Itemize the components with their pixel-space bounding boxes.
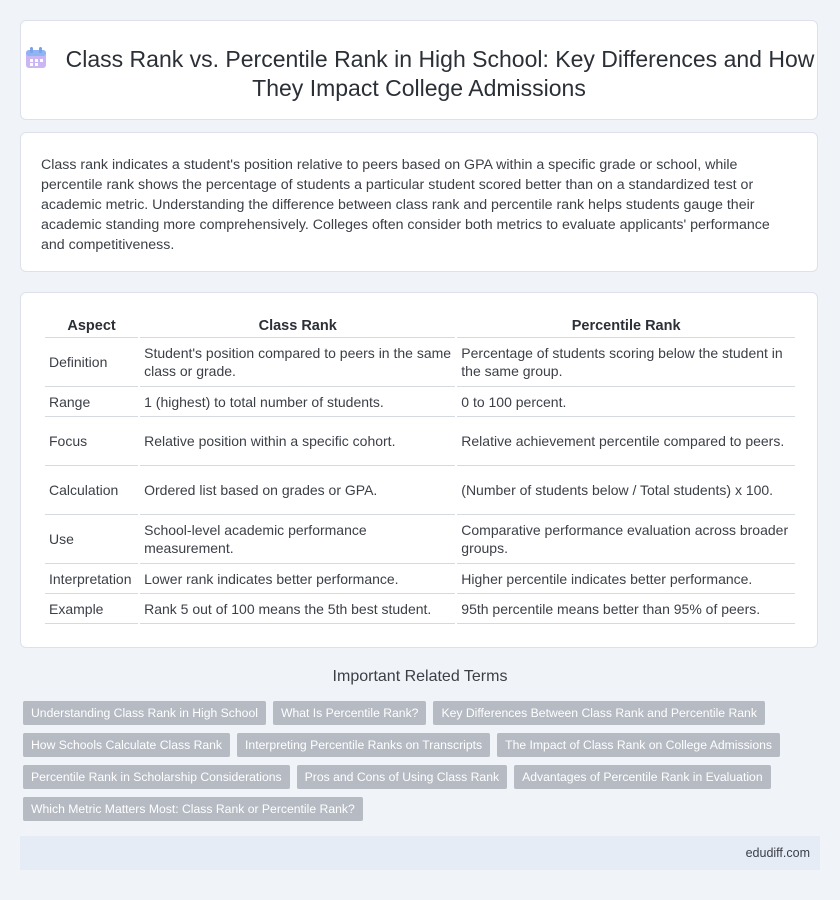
cell-aspect: Example xyxy=(45,594,138,624)
intro-card xyxy=(20,132,818,272)
table-row xyxy=(45,387,795,417)
cell-percentile-rank: 0 to 100 percent. xyxy=(457,387,795,417)
related-term-link[interactable]: How Schools Calculate Class Rank xyxy=(23,733,230,757)
cell-percentile-rank: Higher percentile indicates better performance. xyxy=(457,564,795,594)
related-term-link[interactable]: Which Metric Matters Most: Class Rank or Percentile Rank? xyxy=(23,797,363,821)
cell-class-rank: Rank 5 out of 100 means the 5th best student. xyxy=(140,594,455,624)
comparison-table-card xyxy=(20,292,818,648)
cell-percentile-rank: 95th percentile means better than 95% of peers. xyxy=(457,594,795,624)
comparison-table xyxy=(43,315,797,624)
cell-aspect: Calculation xyxy=(45,466,138,515)
related-term-link[interactable]: Advantages of Percentile Rank in Evaluation xyxy=(514,765,771,789)
table-header-row xyxy=(45,315,795,338)
table-row xyxy=(45,338,795,387)
table-row xyxy=(45,466,795,515)
related-term-link[interactable]: Percentile Rank in Scholarship Considerations xyxy=(23,765,290,789)
table-row xyxy=(45,564,795,594)
header-aspect: Aspect xyxy=(45,315,138,338)
header-percentile-rank: Percentile Rank xyxy=(457,315,795,338)
related-term-link[interactable]: What Is Percentile Rank? xyxy=(273,701,427,725)
cell-percentile-rank: Comparative performance evaluation across broader groups. xyxy=(457,515,795,564)
table-row xyxy=(45,594,795,624)
cell-aspect: Focus xyxy=(45,417,138,466)
page-title xyxy=(21,45,817,103)
related-terms-list xyxy=(23,701,803,821)
page-title-text: Class Rank vs. Percentile Rank in High School: Key Differences and How They Impact College Admissions xyxy=(65,46,815,101)
cell-percentile-rank: (Number of students below / Total students) x 100. xyxy=(457,466,795,515)
header-card xyxy=(20,20,818,120)
cell-class-rank: Student's position compared to peers in the same class or grade. xyxy=(140,338,455,387)
table-row xyxy=(45,417,795,466)
cell-aspect: Interpretation xyxy=(45,564,138,594)
intro-paragraph: Class rank indicates a student's position relative to peers based on GPA within a specific grade or school, while percentile rank shows the percentage of students a particular student scored better than on a standardized test or academic metric. Understanding the difference between class rank and percentile rank helps students gauge their academic standing more comprehensively. Colleges often consider both metrics to evaluate applicants' performance and competitiveness. xyxy=(41,157,770,253)
cell-percentile-rank: Relative achievement percentile compared to peers. xyxy=(457,417,795,466)
related-term-link[interactable]: Pros and Cons of Using Class Rank xyxy=(297,765,507,789)
footer-site-link[interactable]: edudiff.com xyxy=(745,846,810,860)
cell-class-rank: School-level academic performance measurement. xyxy=(140,515,455,564)
cell-aspect: Definition xyxy=(45,338,138,387)
related-term-link[interactable]: The Impact of Class Rank on College Admissions xyxy=(497,733,780,757)
cell-aspect: Use xyxy=(45,515,138,564)
header-class-rank: Class Rank xyxy=(140,315,455,338)
related-terms-title: Important Related Terms xyxy=(332,668,508,685)
calendar-icon xyxy=(24,46,48,70)
cell-aspect: Range xyxy=(45,387,138,417)
related-term-link[interactable]: Key Differences Between Class Rank and Percentile Rank xyxy=(433,701,764,725)
footer xyxy=(20,836,820,870)
cell-percentile-rank: Percentage of students scoring below the student in the same group. xyxy=(457,338,795,387)
cell-class-rank: 1 (highest) to total number of students. xyxy=(140,387,455,417)
table-row xyxy=(45,515,795,564)
cell-class-rank: Ordered list based on grades or GPA. xyxy=(140,466,455,515)
cell-class-rank: Lower rank indicates better performance. xyxy=(140,564,455,594)
related-term-link[interactable]: Interpreting Percentile Ranks on Transcripts xyxy=(237,733,490,757)
cell-class-rank: Relative position within a specific cohort. xyxy=(140,417,455,466)
related-term-link[interactable]: Understanding Class Rank in High School xyxy=(23,701,266,725)
